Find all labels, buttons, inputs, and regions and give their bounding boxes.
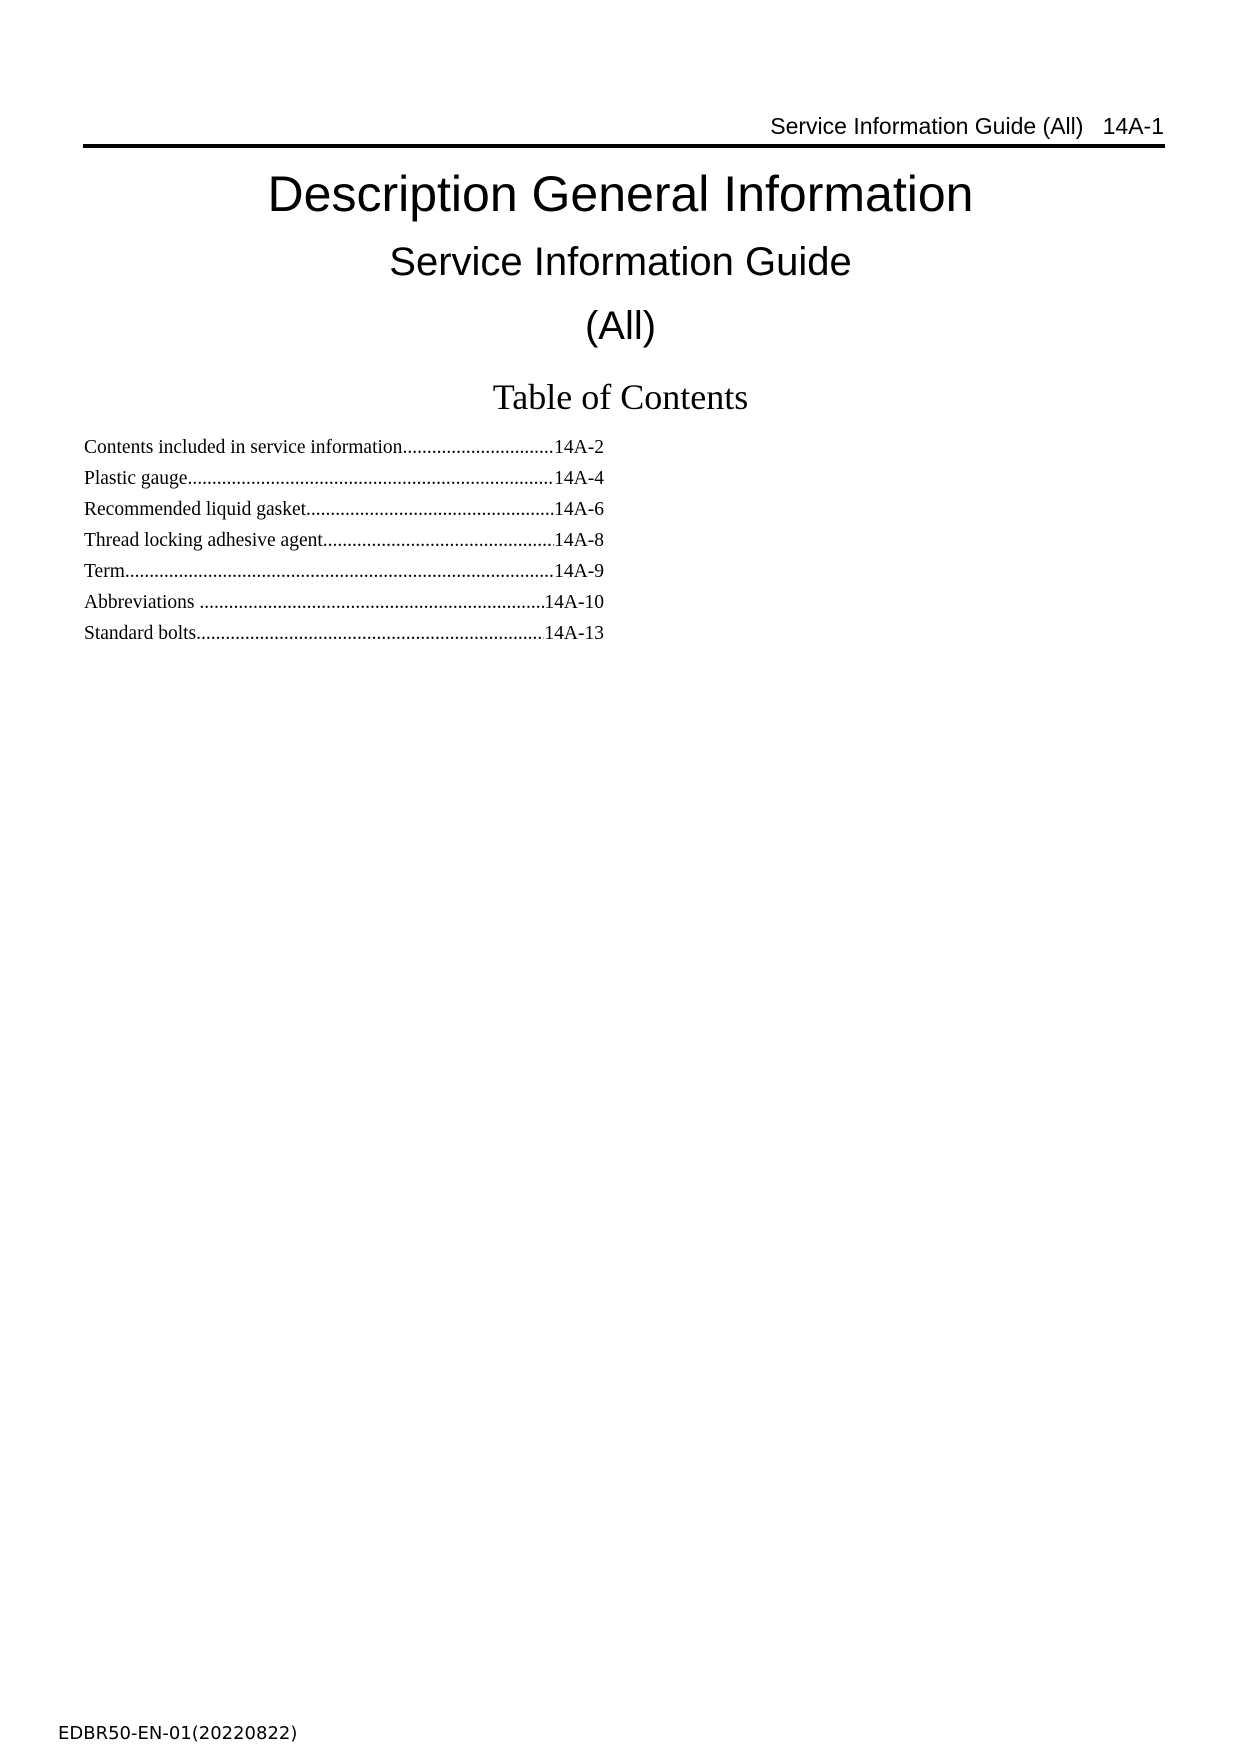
toc-entry[interactable] <box>84 556 604 587</box>
toc-entry-label: Standard bolts <box>84 623 197 644</box>
toc-entry-page: 14A-2 <box>554 437 604 458</box>
toc-dot-leader <box>125 556 554 587</box>
running-header <box>84 112 1164 140</box>
toc-entry-label: Term <box>84 561 125 582</box>
toc-entry[interactable] <box>84 525 604 556</box>
toc-entry[interactable] <box>84 494 604 525</box>
page-subtitle: Service Information Guide <box>389 240 852 284</box>
toc-entry-label: Recommended liquid gasket <box>84 499 307 520</box>
toc-heading: Table of Contents <box>492 377 749 417</box>
toc-entry-page: 14A-13 <box>544 623 604 644</box>
toc-entry[interactable] <box>84 432 604 463</box>
running-header-title: Service Information Guide (All) <box>770 113 1084 139</box>
toc-dot-leader <box>199 587 544 618</box>
toc-entry-label: Abbreviations <box>84 592 200 613</box>
toc-entry-page: 14A-8 <box>554 530 604 551</box>
toc-dot-leader <box>323 525 554 556</box>
toc-entry-label: Contents included in service information <box>84 437 403 458</box>
toc-dot-leader <box>187 463 554 494</box>
page-title: Description General Information <box>267 166 974 222</box>
document-code: EDBR50-EN-01(20220822) <box>58 1723 298 1744</box>
toc-dot-leader <box>196 618 544 649</box>
toc-entry[interactable] <box>84 587 604 618</box>
toc-entry-label: Plastic gauge <box>84 468 188 489</box>
toc-entry-page: 14A-10 <box>544 592 604 613</box>
page-number: 14A-1 <box>1102 113 1164 139</box>
toc-entry-label: Thread locking adhesive agent <box>84 530 323 551</box>
table-of-contents <box>84 432 604 649</box>
page-subtitle-scope: (All) <box>584 304 657 348</box>
toc-dot-leader <box>402 432 554 463</box>
header-rule <box>83 144 1165 148</box>
toc-entry-page: 14A-9 <box>554 561 604 582</box>
toc-entry[interactable] <box>84 463 604 494</box>
toc-entry-page: 14A-6 <box>554 499 604 520</box>
toc-entry-page: 14A-4 <box>554 468 604 489</box>
toc-entry[interactable] <box>84 618 604 649</box>
toc-dot-leader <box>306 494 554 525</box>
